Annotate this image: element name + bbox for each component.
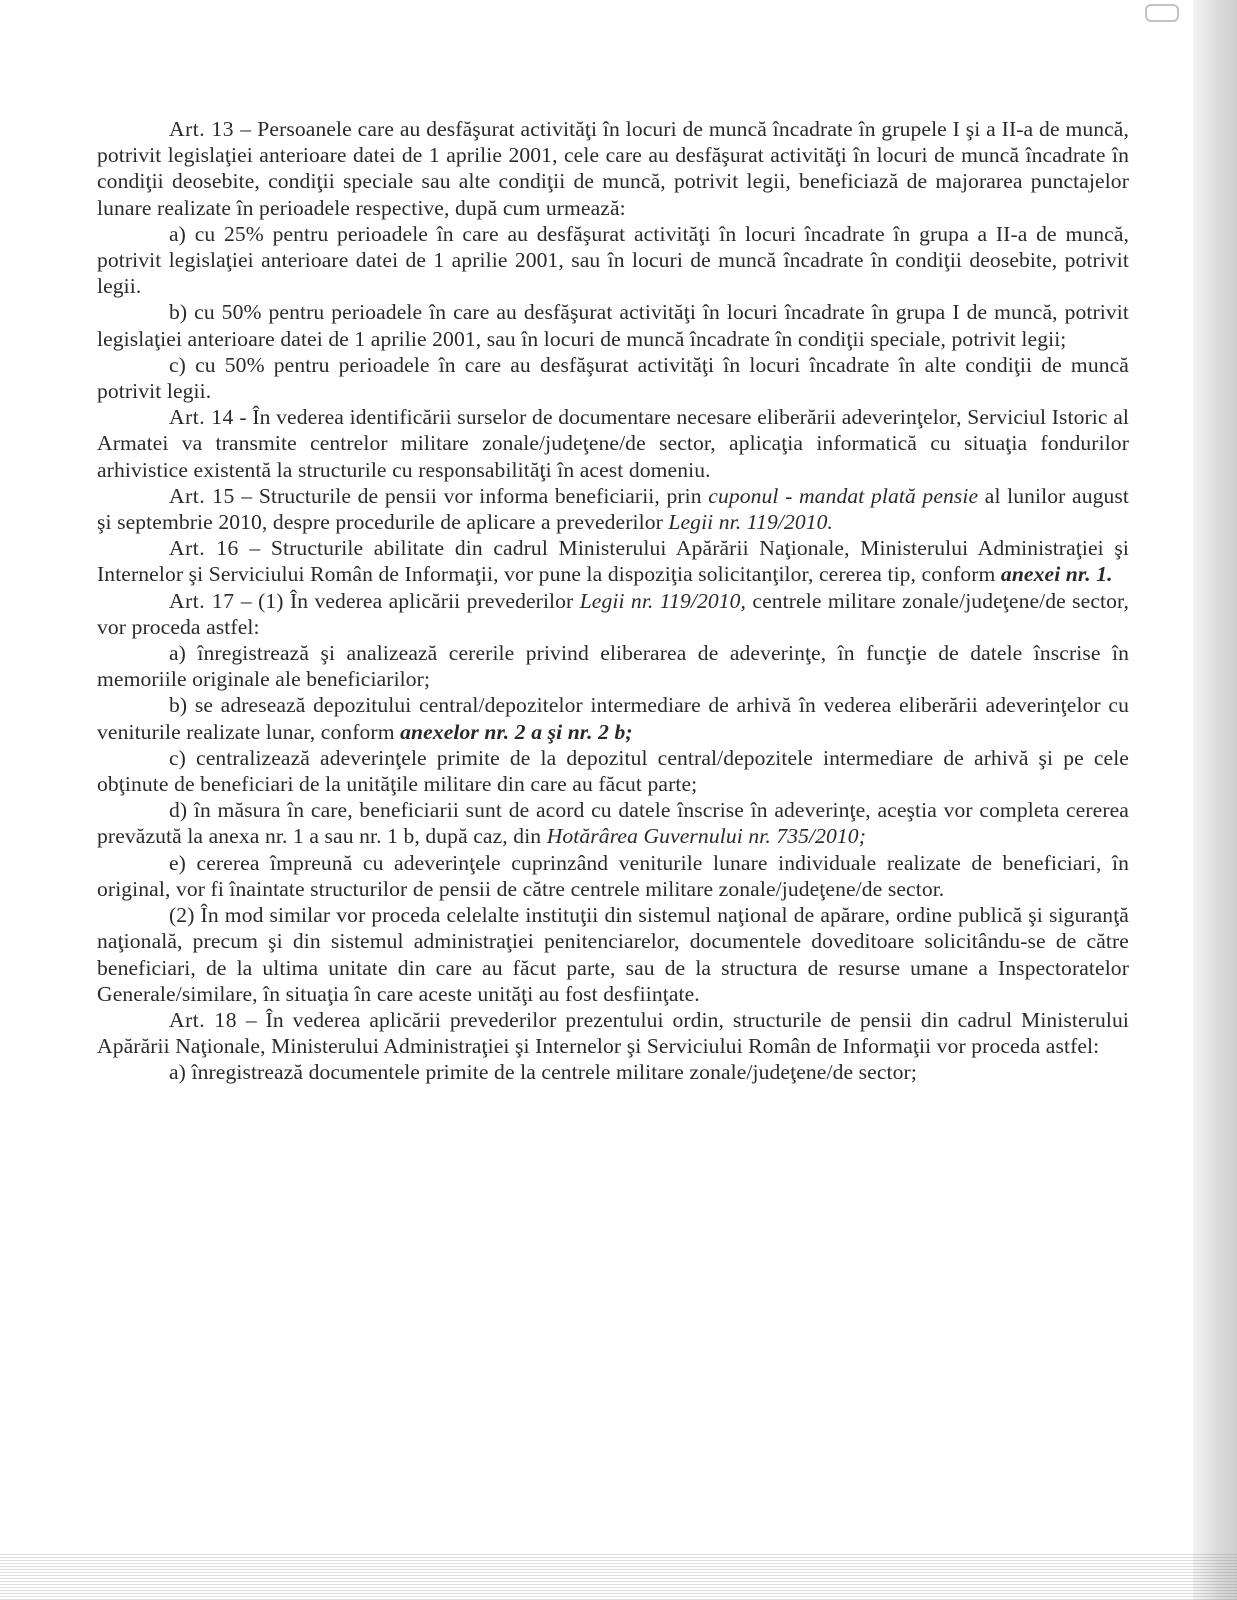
article-17-item-d	[97, 797, 1129, 849]
article-17-item-a: a) înregistrează şi analizează cererile privind eliberarea de adeverinţe, în funcţie de datele înscrise în memoriile originale ale beneficiarilor;	[97, 641, 1129, 692]
article-label: Art. 13 –	[169, 117, 252, 141]
item-text: b) se adresează depozitului central/depozitelor intermediare de arhivă în vederea eliberării adeverinţelor cu veniturile realizate lunar, conform	[97, 693, 1129, 744]
scan-bottom-noise	[0, 1552, 1237, 1600]
article-17-paragraph-2: (2) În mod similar vor proceda celelalte instituţii din sistemul naţional de apărare, ordine publică şi siguranţă naţională, precum şi din sistemul administraţiei penitenciarelor, documentele doveditoare solicitându-se de către beneficiari, de la ultima unitate din care au făcut parte, sau de la structura de resurse umane a Inspectoratelor Generale/similare, în situaţia în care aceste unităţi au fost desfiinţate.	[97, 903, 1129, 1006]
article-text: – (1) În vederea aplicării prevederilor	[234, 588, 580, 613]
scan-edge-shadow	[1193, 0, 1237, 1600]
article-13-item-a: a) cu 25% pentru perioadele în care au desfăşurat activităţi în locuri încadrate în grupa a II-a de muncă, potrivit legislaţiei anterioare datei de 1 aprilie 2001, sau în locuri de muncă încadrate în condiţii deosebite, potrivit legii.	[97, 221, 1129, 299]
article-18-item-a: a) înregistrează documentele primite de la centrele militare zonale/judeţene/de sector;	[169, 1060, 917, 1085]
article-text: – În vederea aplicării prevederilor prezentului ordin, structurile de pensii din cadrul Ministerului Apărării Naţionale, Ministerului Administraţiei şi Internelor şi Serviciului Român de Informaţii vor proceda astfel:	[97, 1007, 1129, 1059]
article-text: centrele militare zonale/judeţene/de sector, vor proceda astfel:	[97, 588, 1129, 639]
law-reference: Legii nr. 119/2010.	[668, 510, 834, 535]
article-15	[97, 483, 1129, 535]
article-18	[97, 1007, 1129, 1059]
article-13-item-c: c) cu 50% pentru perioadele în care au desfăşurat activităţi în locuri încadrate în alte condiţii de muncă potrivit legii.	[97, 352, 1129, 404]
staple-mark	[1145, 4, 1179, 22]
article-14	[97, 404, 1129, 483]
article-text: – Structurile abilitate din cadrul Ministerului Apărării Naţionale, Ministerului Administraţiei şi Internelor şi Serviciului Român de Informaţii, vor pune la dispoziţia solicitanţilor, cererea tip, conform	[97, 536, 1129, 587]
article-text: Persoanele care au desfăşurat activităţi în locuri de muncă încadrate în grupele I şi a II-a de muncă, potrivit legislaţiei anterioare datei de 1 aprilie 2001, cele care au desfăşurat activităţi în locuri de muncă încadrate în condiţii deosebite, condiţii speciale sau alte condiţii de muncă, potrivit legii, beneficiază de majorarea punctajelor lunare realizate în perioadele respective, după cum urmează:	[97, 117, 1129, 220]
article-label: Art. 15	[169, 483, 235, 508]
coupon-reference: cuponul - mandat plată pensie	[708, 483, 979, 508]
government-decision-reference: Hotărârea Guvernului nr. 735/2010;	[546, 824, 866, 849]
article-label: Art. 18	[169, 1007, 238, 1032]
article-17	[97, 588, 1129, 640]
article-16	[97, 535, 1129, 587]
article-text: – Structurile de pensii vor informa beneficiarii, prin	[234, 483, 709, 508]
article-text: - În vederea identificării surselor de documentare necesare eliberării adeverinţelor, Serviciul Istoric al Armatei va transmite centrelor militare zonale/judeţene/de sector, aplicaţia informatică cu situaţia fondurilor arhivistice existentă la structurile cu responsabilităţi în acest domeniu.	[97, 405, 1129, 482]
article-13-item-b: b) cu 50% pentru perioadele în care au desfăşurat activităţi în locuri încadrate în grupa I de muncă, potrivit legislaţiei anterioare datei de 1 aprilie 2001, sau în locuri de muncă încadrate în condiţii speciale, potrivit legii;	[97, 300, 1129, 351]
article-label: Art. 16	[169, 536, 239, 561]
article-17-item-c: c) centralizează adeverinţele primite de la depozitul central/depozitele intermediare de arhivă şi pe cele obţinute de beneficiari de la unităţile militare din care au făcut parte;	[97, 745, 1129, 797]
document-body	[97, 116, 1129, 1086]
article-text: al lunilor august şi septembrie 2010, despre procedurile de aplicare a prevederilor	[97, 483, 1129, 535]
article-label: Art. 17	[169, 588, 235, 613]
law-reference: Legii nr. 119/2010,	[579, 588, 747, 613]
article-label: Art. 14	[169, 405, 234, 430]
article-17-item-b	[97, 692, 1129, 744]
annex-reference: anexelor nr. 2 a şi nr. 2 b;	[400, 719, 633, 744]
article-13	[97, 116, 1129, 221]
item-text: d) în măsura în care, beneficiarii sunt de acord cu datele înscrise în adeverinţe, aceştia vor completa cererea prevăzută la anexa nr. 1 a sau nr. 1 b, după caz, din	[97, 798, 1129, 849]
article-17-item-e: e) cererea împreună cu adeverinţele cuprinzând veniturile lunare individuale realizate de beneficiari, în original, vor fi înaintate structurilor de pensii de către centrele militare zonale/judeţene/de sector.	[97, 850, 1129, 901]
annex-reference: anexei nr. 1.	[1000, 562, 1113, 587]
